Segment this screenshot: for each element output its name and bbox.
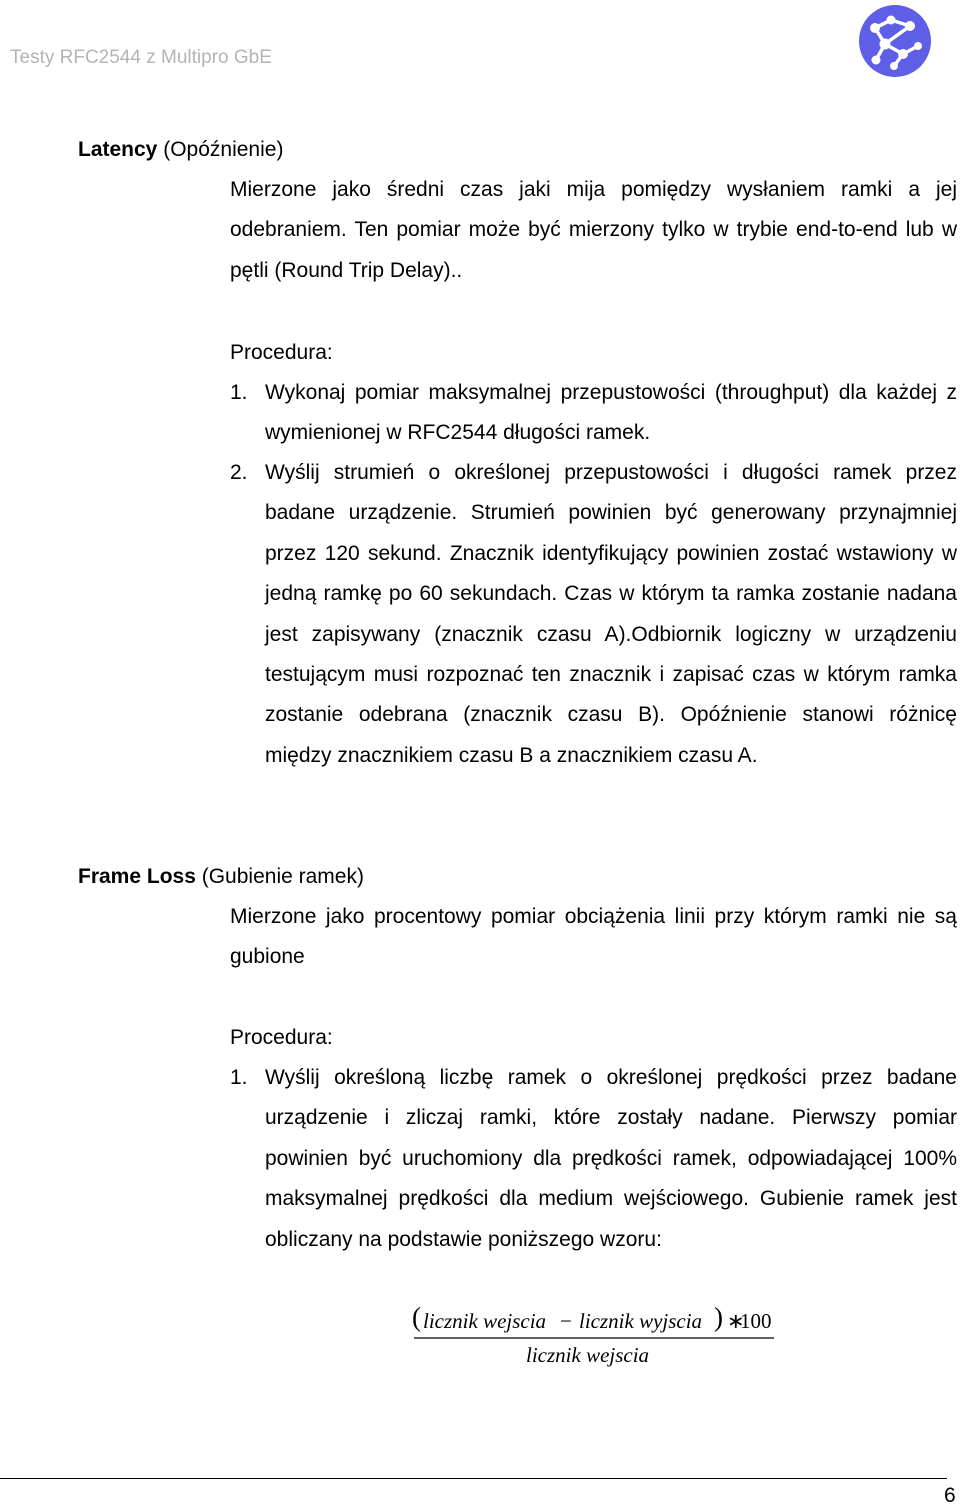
section-term-translation: (Opóźnienie)	[163, 138, 284, 161]
step-text: Wykonaj pomiar maksymalnej przepustowości (throughput) dla każdej z wymienionej w RFC2544 długości ramek.	[265, 381, 957, 445]
latency-step-1	[230, 373, 957, 454]
formula-denominator: licznik wejscia	[526, 1343, 650, 1367]
latency-description: Mierzone jako średni czas jaki mija pomiędzy wysłaniem ramki a jej odebraniem. Ten pomiar może być mierzony tylko w trybie end-to-end lub w pętli (Round Trip Delay)..	[230, 178, 957, 282]
frame-loss-step-1	[230, 1058, 957, 1260]
formula-factor: 100	[740, 1309, 772, 1333]
formula-open-paren: (	[412, 1302, 421, 1332]
footer-rule	[0, 1478, 947, 1479]
formula-operator: ∗	[727, 1309, 745, 1333]
frame-loss-procedure-label: Procedura:	[230, 1026, 333, 1049]
section-term: Frame Loss	[78, 865, 196, 888]
latency-heading	[78, 130, 283, 170]
step-number: 1.	[230, 1066, 248, 1089]
step-number: 1.	[230, 381, 248, 404]
frame-loss-description: Mierzone jako procentowy pomiar obciążenia linii przy którym ramki nie są gubione	[230, 905, 957, 969]
network-nodes-logo	[858, 4, 932, 78]
formula-term-a: licznik wejscia	[423, 1309, 547, 1333]
page-number: 6	[944, 1484, 956, 1507]
formula-minus: −	[560, 1309, 572, 1333]
section-term-translation: (Gubienie ramek)	[201, 865, 364, 888]
latency-procedure-label: Procedura:	[230, 341, 333, 364]
frame-loss-formula	[412, 1298, 776, 1378]
formula-term-b: licznik wyjscia	[579, 1309, 703, 1333]
frame-loss-heading	[78, 857, 364, 897]
step-text: Wyślij strumień o określonej przepustowości i długości ramek przez badane urządzenie. Strumień powinien być generowany przynajmniej przez 120 sekund. Znacznik identyfikujący powinien zostać wstawiony w jedną ramkę po 60 sekundach. Czas w którym ta ramka zostanie nadana jest zapisywany (znacznik czasu A).Odbiornik logiczny w urządzeniu testującym musi rozpoznać ten znacznik i zapisać czas w którym ramka zostanie odebrana (znacznik czasu B). Opóźnienie stanowi różnicę między znacznikiem czasu B a znacznikiem czasu A.	[265, 461, 957, 767]
header-title: Testy RFC2544 z Multipro GbE	[10, 47, 272, 68]
step-text: Wyślij określoną liczbę ramek o określonej prędkości przez badane urządzenie i zliczaj ramki, które zostały nadane. Pierwszy pomiar powinien być uruchomiony dla prędkości ramek, odpowiadającej 100% maksymalnej prędkości dla medium wejściowego. Gubienie ramek jest obliczany na podstawie poniższego wzoru:	[265, 1066, 957, 1251]
step-number: 2.	[230, 461, 248, 484]
section-term: Latency	[78, 138, 158, 161]
latency-step-2	[230, 453, 957, 776]
formula-close-paren: )	[714, 1302, 723, 1332]
